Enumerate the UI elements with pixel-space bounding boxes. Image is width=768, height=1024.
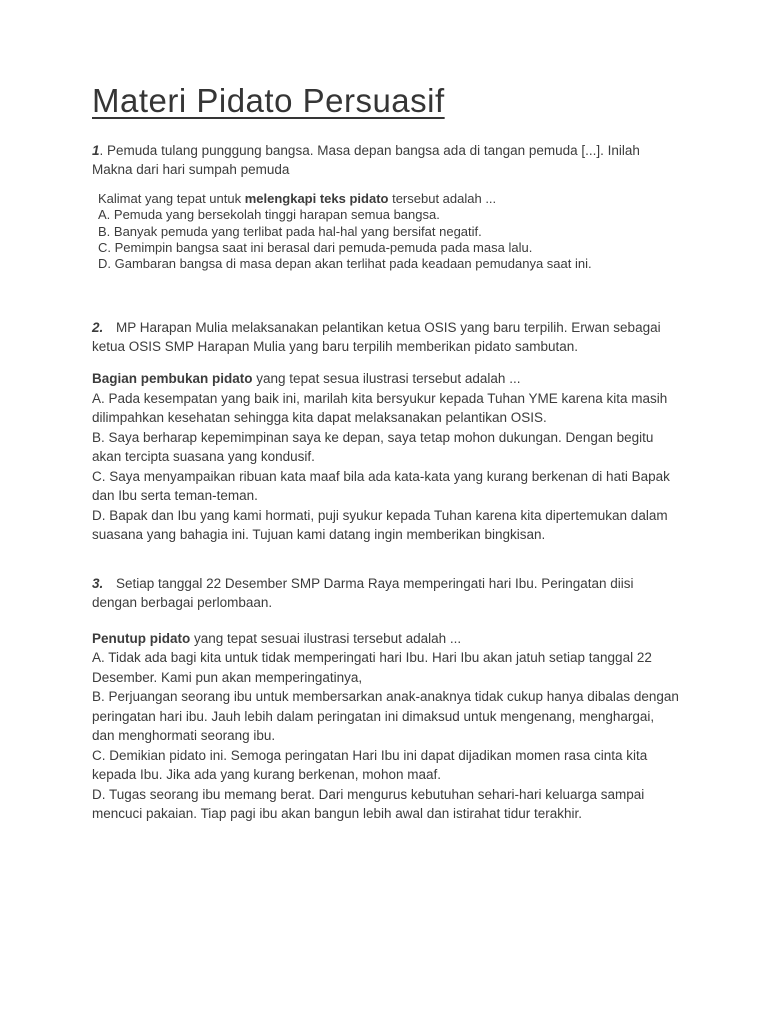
question-3-options-block	[92, 629, 680, 824]
question-3-option-a: A. Tidak ada bagi kita untuk tidak memperingati hari Ibu. Hari Ibu akan jatuh setiap tanggal 22 Desember. Kami pun akan memperingatinya,	[92, 650, 652, 685]
question-1-option-b: B. Banyak pemuda yang terlibat pada hal-hal yang bersifat negatif.	[98, 223, 482, 239]
question-1-option-a: A. Pemuda yang bersekolah tinggi harapan semua bangsa.	[98, 207, 440, 223]
question-1-option-c: C. Pemimpin bangsa saat ini berasal dari pemuda-pemuda pada masa lalu.	[98, 239, 533, 255]
question-2	[92, 318, 680, 545]
question-1	[92, 141, 680, 272]
question-1-prompt	[98, 191, 680, 207]
question-2-prompt	[92, 369, 680, 389]
question-3-prompt-bold: Penutup pidato	[92, 630, 191, 646]
question-2-prompt-bold: Bagian pembukan pidato	[92, 371, 253, 387]
question-1-options-block	[98, 191, 680, 272]
question-3-number: 3.	[92, 575, 104, 591]
question-1-stimulus-text: Pemuda tulang punggung bangsa. Masa depan bangsa ada di tangan pemuda [...]. Inilah Makna dari hari sumpah pemuda	[92, 142, 640, 177]
question-1-option-d: D. Gambaran bangsa di masa depan akan terlihat pada keadaan pemudanya saat ini.	[98, 256, 592, 272]
question-2-option-b: B. Saya berharap kepemimpinan saya ke depan, saya tetap mohon dukungan. Dengan begitu akan tercipta suasana yang kondusif.	[92, 429, 654, 465]
question-1-number-separator: .	[99, 142, 108, 158]
question-2-stimulus-text: MP Harapan Mulia melaksanakan pelantikan ketua OSIS yang baru terpilih. Erwan sebagai ketua OSIS SMP Harapan Mulia yang baru terpilih memberikan pidato sambutan.	[92, 320, 661, 355]
question-2-prompt-suffix: yang tepat sesua ilustrasi tersebut adalah ...	[252, 371, 521, 387]
page-title: Materi Pidato Persuasif	[92, 82, 445, 119]
question-3-prompt-suffix: yang tepat sesuai ilustrasi tersebut adalah ...	[190, 630, 462, 646]
question-3-option-b: B. Perjuangan seorang ibu untuk membersarkan anak-anaknya tidak cukup hanya dibalas dengan peringatan hari ibu. Jauh lebih dalam peringatan ini dimaksud untuk mengenang, menghargai, dan menghormati seorang ibu.	[92, 689, 679, 744]
question-2-option-a: A. Pada kesempatan yang baik ini, marilah kita bersyukur kepada Tuhan YME karena kita masih dilimpahkan kesehatan sehingga kita dapat melaksanakan pelantikan OSIS.	[92, 390, 668, 426]
question-3-option-c: C. Demikian pidato ini. Semoga peringatan Hari Ibu ini dapat dijadikan momen rasa cinta kita kepada Ibu. Jika ada yang kurang berkenan, mohon maaf.	[92, 747, 648, 783]
question-2-option-d: D. Bapak dan Ibu yang kami hormati, puji syukur kepada Tuhan karena kita dipertemukan dalam suasana yang bahagia ini. Tujuan kami datang ingin memberikan bingkisan.	[92, 507, 668, 543]
question-1-prompt-suffix: tersebut adalah ...	[388, 190, 497, 206]
question-3-stimulus-text: Setiap tanggal 22 Desember SMP Darma Raya memperingati hari Ibu. Peringatan diisi dengan berbagai perlombaan.	[92, 575, 634, 610]
question-2-options-block	[92, 369, 680, 545]
question-2-stimulus	[92, 318, 680, 356]
question-3	[92, 574, 680, 824]
question-3-option-d: D. Tugas seorang ibu memang berat. Dari mengurus kebutuhan sehari-hari keluarga sampai mencuci pakaian. Tiap pagi ibu akan bangun lebih awal dan istirahat tidur terakhir.	[92, 786, 645, 822]
question-1-stimulus	[92, 141, 680, 179]
question-2-option-c: C. Saya menyampaikan ribuan kata maaf bila ada kata-kata yang kurang berkenan di hati Bapak dan Ibu serta teman-teman.	[92, 468, 670, 504]
question-1-number: 1	[92, 142, 100, 158]
question-1-prompt-bold: melengkapi teks pidato	[244, 190, 389, 206]
question-3-prompt	[92, 629, 680, 649]
question-3-stimulus	[92, 574, 680, 612]
question-2-number: 2.	[92, 320, 104, 336]
question-1-prompt-prefix: Kalimat yang tepat untuk	[98, 190, 245, 206]
